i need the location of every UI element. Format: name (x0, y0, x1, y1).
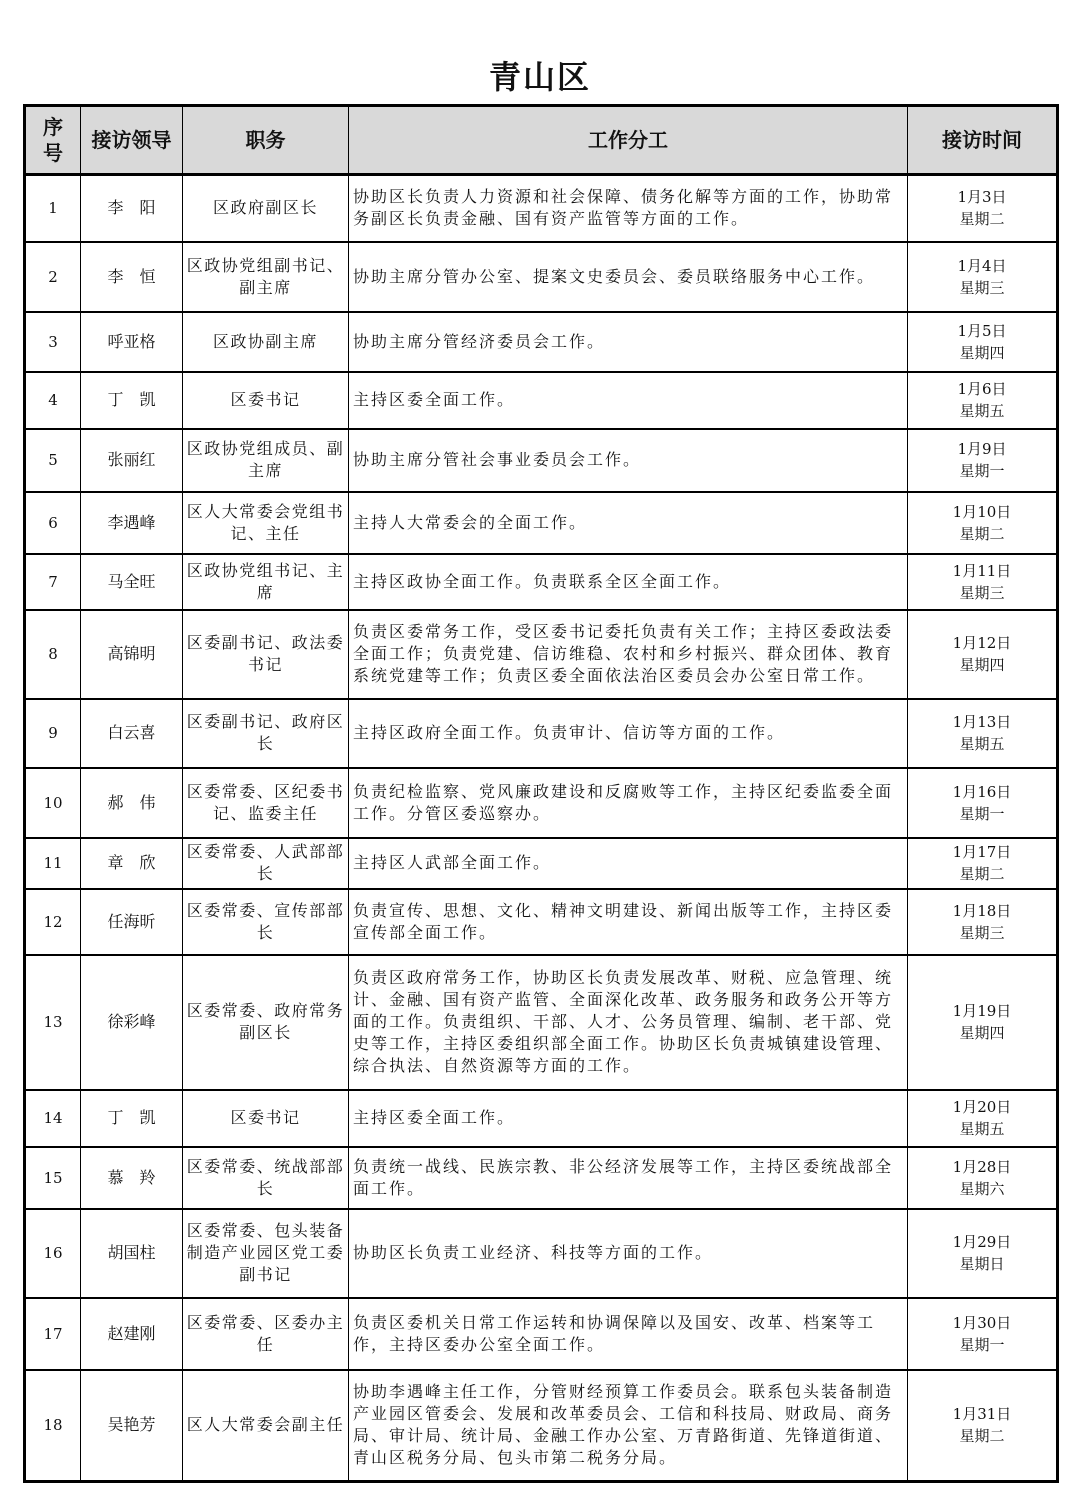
row-leader: 李遇峰 (81, 492, 183, 554)
row-leader: 呼亚格 (81, 312, 183, 372)
row-weekday: 星期三 (959, 923, 1005, 942)
row-duty: 主持区人武部全面工作。 (349, 838, 908, 889)
row-weekday: 星期二 (959, 865, 1005, 883)
table-row (25, 1209, 1058, 1298)
row-duty: 负责统一战线、民族宗教、非公经济发展等工作，主持区委统战部全面工作。 (349, 1147, 908, 1209)
row-position: 区委常委、包头装备制造产业园区党工委副书记 (183, 1209, 349, 1298)
table-row (25, 1298, 1058, 1370)
row-time (908, 372, 1058, 429)
row-position: 区委常委、统战部部长 (183, 1147, 349, 1209)
row-position: 区委副书记、政府区长 (183, 699, 349, 768)
table-row (25, 955, 1058, 1090)
row-position: 区政协副主席 (183, 312, 349, 372)
row-time (908, 955, 1058, 1090)
reception-schedule-table (23, 104, 1059, 1483)
row-weekday: 星期一 (959, 804, 1005, 823)
header-leader: 接访领导 (81, 106, 183, 175)
row-weekday: 星期二 (959, 210, 1005, 229)
row-seq: 12 (25, 889, 81, 955)
row-position: 区委常委、区纪委书记、监委主任 (183, 768, 349, 838)
header-time: 接访时间 (908, 106, 1058, 175)
row-position: 区委书记 (183, 1090, 349, 1147)
row-weekday: 星期四 (959, 656, 1005, 674)
row-time (908, 610, 1058, 699)
row-seq: 15 (25, 1147, 81, 1209)
row-time (908, 492, 1058, 554)
table-row (25, 768, 1058, 838)
table-row (25, 429, 1058, 492)
table-row (25, 175, 1058, 242)
row-weekday: 星期四 (959, 1024, 1005, 1042)
header-duty: 工作分工 (349, 106, 908, 175)
table-header-row (25, 106, 1058, 175)
row-weekday: 星期一 (959, 1335, 1005, 1354)
row-date: 1月12日 (952, 634, 1012, 652)
document-title: 青山区 (488, 58, 591, 96)
row-weekday: 星期二 (959, 524, 1005, 543)
header-position: 职务 (183, 106, 349, 175)
row-duty: 负责区政府常务工作，协助区长负责发展改革、财税、应急管理、统计、金融、国有资产监管、全面深化改革、政务服务和政务公开等方面的工作。负责组织、干部、人才、公务员管理、编制、老干部、党史等工作，主持区委组织部全面工作。协助区长负责城镇建设管理、综合执法、自然资源等方面的工作。 (349, 955, 908, 1090)
row-position: 区委副书记、政法委书记 (183, 610, 349, 699)
row-position: 区委常委、区委办主任 (183, 1298, 349, 1370)
row-seq: 1 (25, 175, 81, 242)
table-row (25, 372, 1058, 429)
row-position: 区委常委、宣传部部长 (183, 889, 349, 955)
row-date: 1月28日 (952, 1157, 1012, 1176)
row-duty: 协助主席分管办公室、提案文史委员会、委员联络服务中心工作。 (349, 242, 908, 312)
row-position: 区委常委、人武部部长 (183, 838, 349, 889)
row-date: 1月20日 (952, 1098, 1012, 1116)
row-duty: 主持区政府全面工作。负责审计、信访等方面的工作。 (349, 699, 908, 768)
row-weekday: 星期四 (959, 343, 1005, 362)
row-weekday: 星期五 (959, 1120, 1005, 1138)
row-date: 1月4日 (957, 256, 1007, 275)
table-row (25, 312, 1058, 372)
row-leader: 丁 凯 (81, 372, 183, 429)
row-leader: 张丽红 (81, 429, 183, 492)
row-time (908, 1370, 1058, 1482)
row-date: 1月29日 (952, 1233, 1012, 1251)
row-duty: 负责纪检监察、党风廉政建设和反腐败等工作，主持区纪委监委全面工作。分管区委巡察办。 (349, 768, 908, 838)
row-weekday: 星期三 (959, 583, 1005, 602)
table-row (25, 1370, 1058, 1482)
row-position: 区人大常委会副主任 (183, 1370, 349, 1482)
row-weekday: 星期一 (959, 462, 1005, 480)
row-date: 1月30日 (952, 1313, 1012, 1332)
row-leader: 李 恒 (81, 242, 183, 312)
row-duty: 负责宣传、思想、文化、精神文明建设、新闻出版等工作，主持区委宣传部全面工作。 (349, 889, 908, 955)
row-duty: 协助区长负责工业经济、科技等方面的工作。 (349, 1209, 908, 1298)
row-leader: 徐彩峰 (81, 955, 183, 1090)
table-row (25, 492, 1058, 554)
row-date: 1月31日 (952, 1405, 1012, 1424)
row-duty: 主持人大常委会的全面工作。 (349, 492, 908, 554)
row-leader: 胡国柱 (81, 1209, 183, 1298)
row-date: 1月3日 (957, 188, 1007, 207)
row-seq: 4 (25, 372, 81, 429)
row-duty: 负责区委机关日常工作运转和协调保障以及国安、改革、档案等工作，主持区委办公室全面工作。 (349, 1298, 908, 1370)
row-seq: 3 (25, 312, 81, 372)
row-time (908, 429, 1058, 492)
row-date: 1月13日 (952, 713, 1012, 731)
table-row (25, 1147, 1058, 1209)
row-seq: 10 (25, 768, 81, 838)
row-position: 区政协党组书记、主席 (183, 554, 349, 610)
row-seq: 9 (25, 699, 81, 768)
row-duty: 主持区委全面工作。 (349, 1090, 908, 1147)
row-duty: 负责区委常务工作，受区委书记委托负责有关工作；主持区委政法委全面工作；负责党建、信访维稳、农村和乡村振兴、群众团体、教育系统党建等工作；负责区委全面依法治区委员会办公室日常工作。 (349, 610, 908, 699)
row-seq: 13 (25, 955, 81, 1090)
row-position: 区人大常委会党组书记、主任 (183, 492, 349, 554)
row-weekday: 星期三 (959, 278, 1005, 297)
row-date: 1月17日 (952, 843, 1012, 861)
row-date: 1月19日 (952, 1002, 1012, 1020)
row-duty: 协助主席分管社会事业委员会工作。 (349, 429, 908, 492)
row-time (908, 554, 1058, 610)
row-leader: 慕 羚 (81, 1147, 183, 1209)
header-seq: 序号 (25, 106, 81, 175)
row-weekday: 星期五 (959, 735, 1005, 753)
row-time (908, 312, 1058, 372)
row-time (908, 768, 1058, 838)
row-time (908, 1298, 1058, 1370)
row-position: 区委常委、政府常务副区长 (183, 955, 349, 1090)
row-duty: 协助李遇峰主任工作，分管财经预算工作委员会。联系包头装备制造产业园区管委会、发展和改革委员会、工信和科技局、财政局、商务局、审计局、统计局、金融工作办公室、万青路街道、先锋道街道、青山区税务分局、包头市第二税务分局。 (349, 1370, 908, 1482)
row-weekday: 星期六 (959, 1179, 1005, 1198)
row-leader: 李 阳 (81, 175, 183, 242)
row-duty: 协助区长负责人力资源和社会保障、债务化解等方面的工作，协助常务副区长负责金融、国有资产监管等方面的工作。 (349, 175, 908, 242)
row-position: 区委书记 (183, 372, 349, 429)
row-seq: 11 (25, 838, 81, 889)
row-time (908, 699, 1058, 768)
table-row (25, 889, 1058, 955)
row-leader: 高锦明 (81, 610, 183, 699)
row-duty: 主持区委全面工作。 (349, 372, 908, 429)
row-date: 1月9日 (957, 440, 1007, 458)
row-time (908, 242, 1058, 312)
table-row (25, 554, 1058, 610)
row-position: 区政协党组副书记、副主席 (183, 242, 349, 312)
row-time (908, 889, 1058, 955)
table-row (25, 699, 1058, 768)
row-seq: 18 (25, 1370, 81, 1482)
row-leader: 郝 伟 (81, 768, 183, 838)
row-date: 1月18日 (952, 901, 1012, 920)
row-position: 区政府副区长 (183, 175, 349, 242)
row-duty: 协助主席分管经济委员会工作。 (349, 312, 908, 372)
row-leader: 丁 凯 (81, 1090, 183, 1147)
table-row (25, 242, 1058, 312)
row-seq: 16 (25, 1209, 81, 1298)
row-leader: 吴艳芳 (81, 1370, 183, 1482)
row-time (908, 1090, 1058, 1147)
row-seq: 6 (25, 492, 81, 554)
row-position: 区政协党组成员、副主席 (183, 429, 349, 492)
row-seq: 7 (25, 554, 81, 610)
row-leader: 马全旺 (81, 554, 183, 610)
row-weekday: 星期二 (959, 1427, 1005, 1446)
row-date: 1月16日 (952, 782, 1012, 801)
table-row (25, 1090, 1058, 1147)
row-leader: 赵建刚 (81, 1298, 183, 1370)
row-date: 1月5日 (957, 321, 1007, 340)
row-duty: 主持区政协全面工作。负责联系全区全面工作。 (349, 554, 908, 610)
row-leader: 任海昕 (81, 889, 183, 955)
row-seq: 8 (25, 610, 81, 699)
row-weekday: 星期日 (959, 1255, 1005, 1273)
row-date: 1月6日 (957, 380, 1007, 398)
row-seq: 14 (25, 1090, 81, 1147)
table-row (25, 838, 1058, 889)
row-date: 1月10日 (952, 502, 1012, 521)
row-seq: 5 (25, 429, 81, 492)
row-date: 1月11日 (952, 561, 1012, 580)
row-time (908, 838, 1058, 889)
row-leader: 白云喜 (81, 699, 183, 768)
row-time (908, 1209, 1058, 1298)
row-time (908, 1147, 1058, 1209)
row-weekday: 星期五 (959, 402, 1005, 420)
row-time (908, 175, 1058, 242)
row-seq: 2 (25, 242, 81, 312)
row-leader: 章 欣 (81, 838, 183, 889)
table-row (25, 610, 1058, 699)
row-seq: 17 (25, 1298, 81, 1370)
